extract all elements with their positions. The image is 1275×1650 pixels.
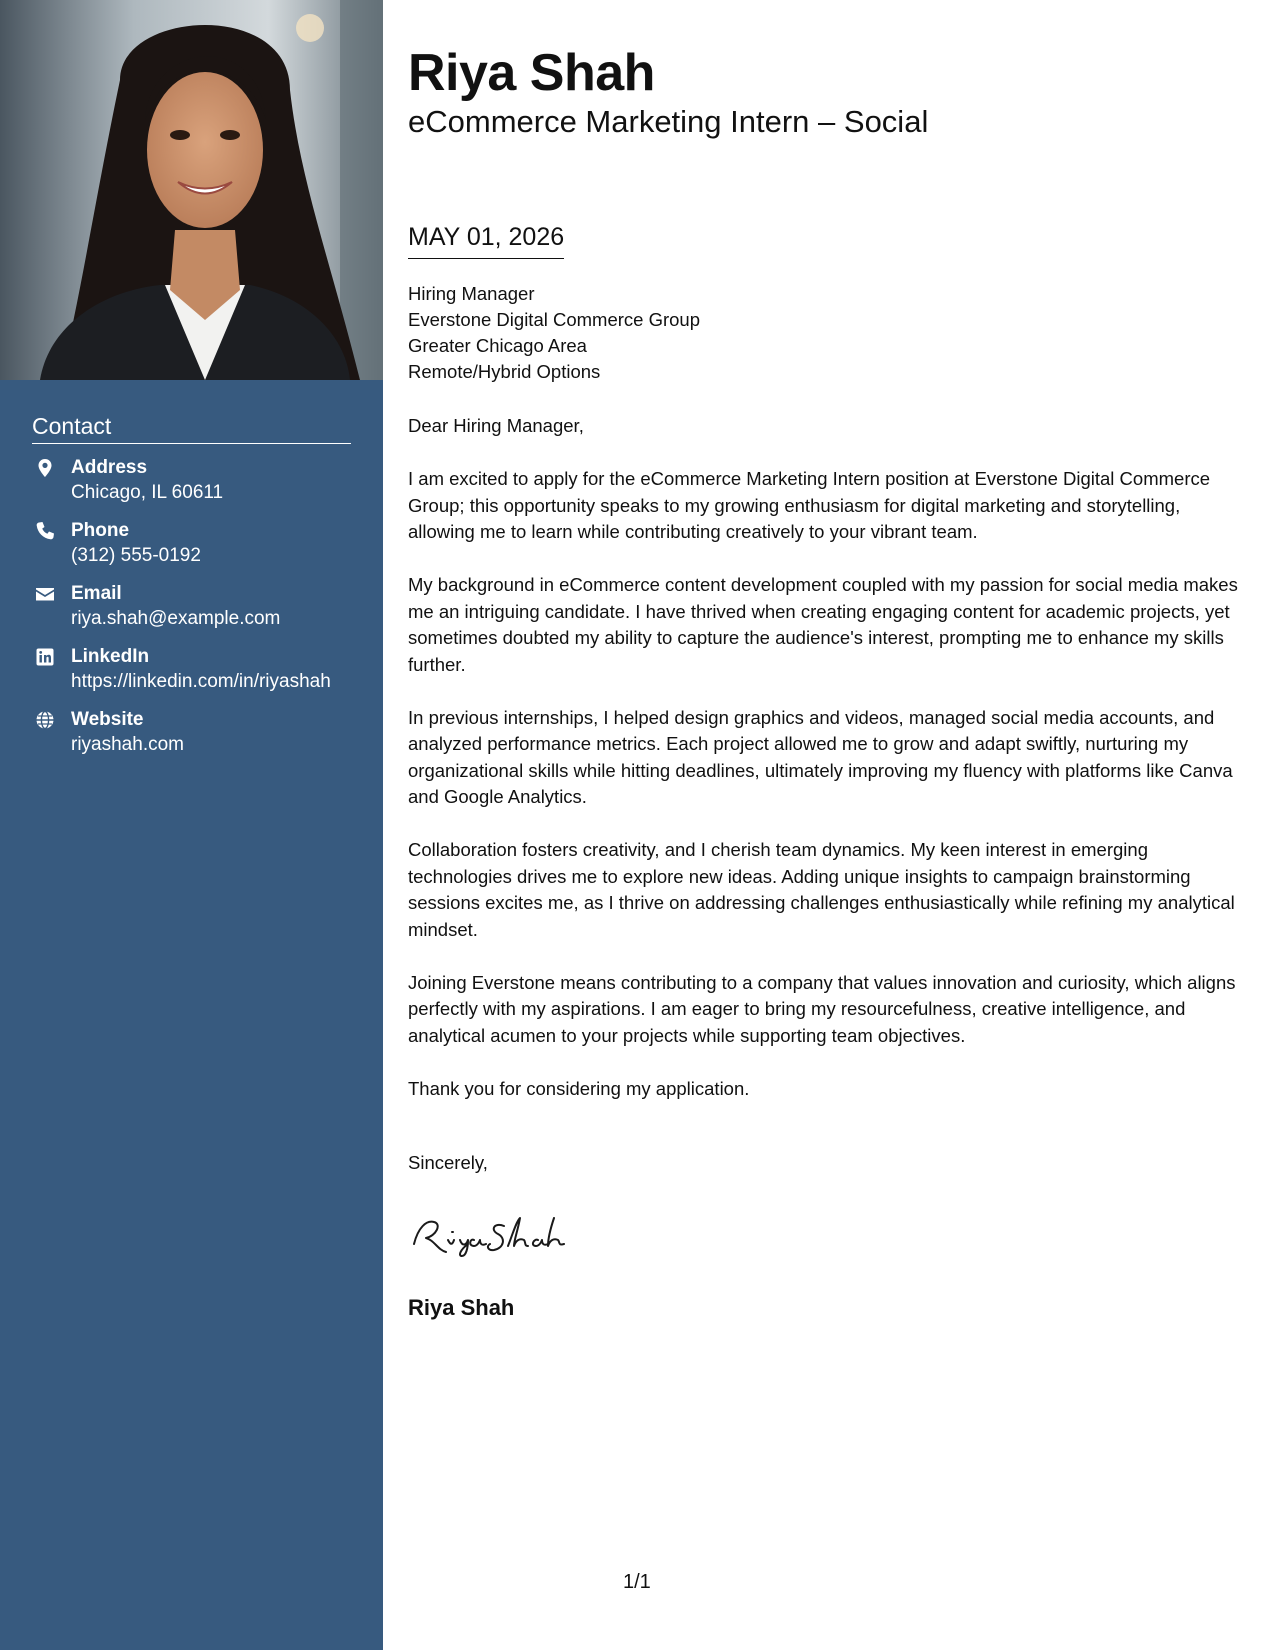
contact-item-address bbox=[32, 456, 351, 519]
linkedin-icon bbox=[35, 647, 55, 667]
contact-item-linkedin bbox=[32, 645, 351, 708]
address-value: Chicago, IL 60611 bbox=[71, 482, 224, 503]
body-paragraph: Joining Everstone means contributing to a company that values innovation and curiosity, which aligns perfectly with my aspirations. I am eager to bring my resourcefulness, creative intelligence, and analytical acumen to your projects while supporting team objectives. bbox=[408, 971, 1236, 1046]
linkedin-value[interactable]: https://linkedin.com/in/riyashah bbox=[71, 671, 331, 692]
phone-value[interactable]: (312) 555-0192 bbox=[71, 545, 201, 566]
job-title: eCommerce Marketing Intern – Social bbox=[408, 104, 929, 139]
recipient-block bbox=[408, 281, 700, 385]
signer-name: Riya Shah bbox=[408, 1295, 515, 1320]
phone-label: Phone bbox=[71, 520, 130, 541]
email-value[interactable]: riya.shah@example.com bbox=[71, 608, 281, 629]
contact-item-phone bbox=[32, 519, 351, 582]
page-number: 1/1 bbox=[623, 1571, 651, 1593]
handwritten-signature bbox=[408, 1210, 578, 1260]
body-paragraph: Thank you for considering my application. bbox=[408, 1077, 750, 1099]
linkedin-label: LinkedIn bbox=[71, 646, 150, 667]
contact-section bbox=[32, 413, 351, 771]
recipient-line: Everstone Digital Commerce Group bbox=[408, 309, 700, 330]
website-value[interactable]: riyashah.com bbox=[71, 734, 184, 755]
salutation: Dear Hiring Manager, bbox=[408, 415, 584, 436]
letter-main bbox=[408, 38, 1238, 1320]
phone-icon bbox=[35, 521, 55, 541]
recipient-line: Remote/Hybrid Options bbox=[408, 361, 601, 382]
body-paragraph: In previous internships, I helped design graphics and videos, managed social media accounts, and analyzed performance metrics. Each project allowed me to grow and adapt swiftly, nurturing my organizational skills while hitting deadlines, ultimately improving my fluency with platforms like Canva and Google Analytics. bbox=[408, 706, 1233, 807]
body-paragraph: My background in eCommerce content development coupled with my passion for social media makes me an intriguing candidate. I have thrived when creating engaging content for academic projects, yet sometimes doubted my ability to capture the audience's interest, prompting me to enhance my skills further. bbox=[408, 574, 1238, 675]
body-paragraph: I am excited to apply for the eCommerce Marketing Intern position at Everstone Digital Commerce Group; this opportunity speaks to my growing enthusiasm for digital marketing and storytelling, allowing me to learn while contributing creatively to your vibrant team. bbox=[408, 468, 1211, 542]
recipient-line: Hiring Manager bbox=[408, 283, 535, 304]
letter-body bbox=[408, 413, 1238, 1129]
address-label: Address bbox=[71, 457, 148, 478]
applicant-name: Riya Shah bbox=[408, 44, 655, 102]
letter-date: MAY 01, 2026 bbox=[408, 223, 564, 259]
contact-item-email bbox=[32, 582, 351, 645]
globe-icon bbox=[35, 710, 55, 730]
closing: Sincerely, bbox=[408, 1152, 488, 1173]
contact-heading: Contact bbox=[32, 413, 351, 444]
map-pin-icon bbox=[35, 458, 55, 478]
website-label: Website bbox=[71, 709, 144, 730]
envelope-icon bbox=[35, 584, 55, 604]
body-paragraph: Collaboration fosters creativity, and I cherish team dynamics. My keen interest in emerging technologies drives me to explore new ideas. Adding unique insights to campaign brainstorming sessions excites me, as I thrive on addressing challenges enthusiastically while refining my analytical mindset. bbox=[408, 839, 1235, 940]
contact-item-website bbox=[32, 708, 351, 771]
profile-photo bbox=[0, 0, 383, 380]
sidebar bbox=[0, 0, 383, 1650]
recipient-line: Greater Chicago Area bbox=[408, 335, 587, 356]
email-label: Email bbox=[71, 583, 122, 604]
